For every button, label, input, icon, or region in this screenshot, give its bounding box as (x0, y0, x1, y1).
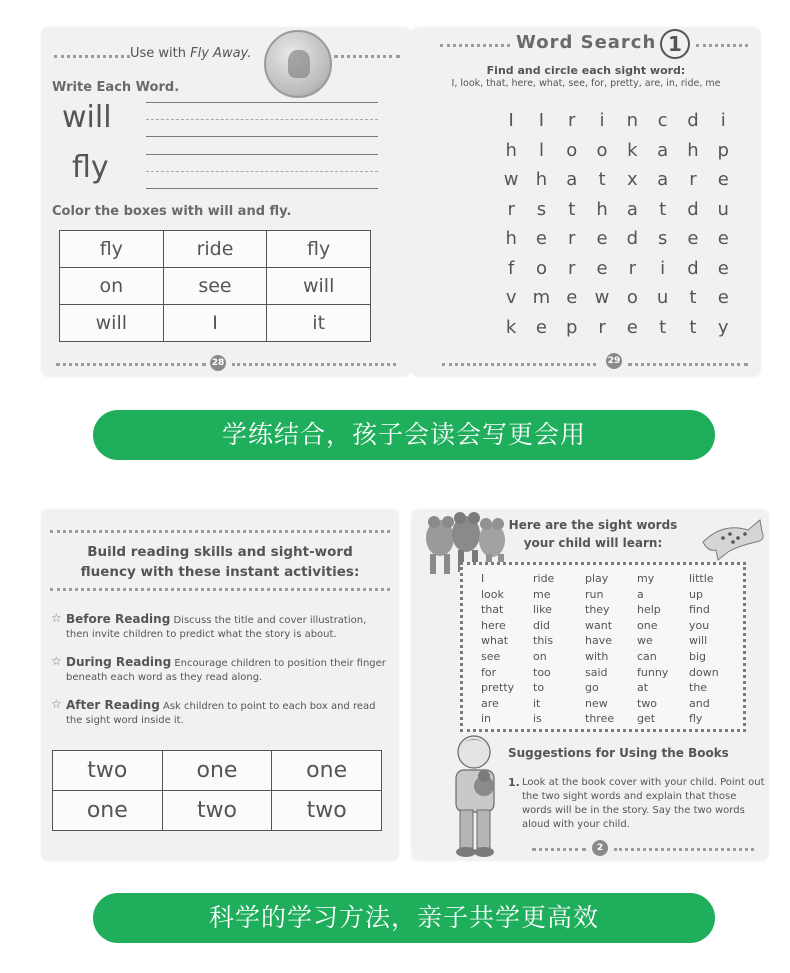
letter-cell[interactable]: i (720, 110, 726, 131)
tip-title: After Reading (66, 698, 160, 712)
sight-word: play (585, 572, 609, 585)
sight-word: want (585, 618, 613, 632)
dotted-rule (614, 848, 754, 851)
letter-cell[interactable]: r (598, 316, 606, 338)
sight-word: can (637, 649, 657, 663)
sight-word: three (585, 712, 615, 726)
letter-cell[interactable]: y (717, 316, 729, 338)
heading-line: your child will learn: (523, 536, 663, 550)
letter-cell[interactable]: h (535, 169, 548, 190)
word-search-row (496, 224, 738, 254)
writing-line (146, 136, 378, 137)
grid-cell[interactable]: two (162, 791, 272, 831)
grid-cell[interactable]: fly (60, 231, 164, 268)
use-with-label: Use with Fly Away. (130, 46, 252, 61)
sight-word: here (481, 618, 506, 632)
dotted-rule (50, 588, 390, 591)
writing-line (146, 102, 378, 103)
sight-word: big (689, 649, 707, 663)
sight-word: two (637, 696, 658, 710)
letter-cell[interactable]: o (596, 139, 608, 161)
tip-before-reading (51, 611, 386, 642)
letter-cell[interactable]: o (535, 257, 547, 279)
tip-title: Before Reading (66, 612, 171, 626)
letter-cell[interactable]: p (717, 139, 729, 161)
letter-cell[interactable]: o (626, 287, 638, 308)
tip-title: During Reading (66, 655, 172, 669)
letter-cell[interactable]: c (657, 110, 668, 131)
word-color-grid (59, 230, 371, 342)
letter-cell[interactable]: d (626, 228, 639, 249)
workbook-page-29 (412, 28, 760, 376)
sight-word: with (585, 649, 609, 663)
grid-cell[interactable]: one (53, 791, 163, 831)
feature-banner: 学练结合，孩子会读会写更会用 (93, 410, 715, 460)
sight-word: get (637, 712, 656, 726)
word-search-instruction: Find and circle each sight word: (486, 64, 686, 77)
writing-line (146, 154, 378, 155)
sight-word: help (637, 603, 661, 617)
dotted-rule (440, 44, 510, 47)
sight-word-column (637, 571, 668, 727)
star-icon: ☆ (51, 654, 62, 668)
word-search-row (496, 283, 738, 313)
word-search-title: Word Search (516, 32, 657, 53)
letter-cell[interactable]: w (594, 287, 610, 308)
page-number-badge: 28 (210, 355, 226, 371)
letter-cell[interactable]: a (566, 169, 578, 190)
grid-cell[interactable]: two (53, 751, 163, 791)
globe-illustration (264, 30, 332, 98)
write-each-word-heading: Write Each Word. (52, 80, 180, 95)
sight-word: it (533, 696, 541, 710)
grid-cell[interactable]: ride (163, 231, 267, 268)
letter-cell[interactable]: k (505, 316, 517, 338)
sight-word: run (585, 587, 604, 601)
grid-cell[interactable]: will (60, 305, 164, 342)
letter-cell[interactable]: u (656, 287, 669, 308)
sight-word: are (481, 696, 499, 710)
grid-cell[interactable]: two (272, 791, 382, 831)
tip-text: Ask children to point to each box and read the sight word inside it. (66, 701, 376, 726)
letter-cell[interactable]: e (717, 169, 729, 190)
sight-word: one (637, 618, 658, 632)
word-search-row (496, 313, 738, 343)
dotted-rule (50, 530, 390, 533)
sight-word: we (637, 634, 653, 648)
letter-cell[interactable]: n (626, 110, 639, 131)
sight-word: funny (637, 665, 669, 679)
suggestions-heading: Suggestions for Using the Books (508, 746, 729, 760)
sight-word: they (585, 603, 610, 617)
letter-cell[interactable]: t (659, 198, 667, 220)
sight-word: a (637, 587, 644, 601)
letter-cell[interactable]: i (599, 110, 605, 131)
letter-cell[interactable]: v (505, 287, 517, 308)
tip-text: Discuss the title and cover illustration, then invite children to predict what the story is about. (66, 615, 367, 640)
sight-word: said (585, 665, 608, 679)
sight-word-list-box (460, 562, 746, 732)
letter-cell[interactable]: I (538, 110, 545, 131)
letter-cell[interactable]: e (596, 257, 608, 279)
letter-cell[interactable]: r (628, 257, 637, 279)
letter-cell[interactable]: l (538, 139, 544, 161)
writing-midline (146, 119, 378, 120)
sight-word-column (689, 571, 719, 727)
letter-cell[interactable]: t (689, 316, 697, 338)
sight-word: down (689, 665, 719, 679)
letter-cell[interactable]: a (626, 198, 638, 220)
letter-cell[interactable]: t (598, 169, 606, 190)
sight-word: find (689, 603, 710, 617)
letter-cell[interactable]: e (535, 316, 547, 338)
letter-cell[interactable]: h (596, 198, 608, 220)
sight-word: see (481, 649, 501, 663)
color-boxes-heading: Color the boxes with will and fly. (52, 204, 292, 219)
letter-cell[interactable]: s (657, 228, 668, 249)
letter-cell[interactable]: r (568, 257, 576, 279)
heading-line: Build reading skills and sight-word (87, 544, 353, 560)
sight-word: that (481, 603, 504, 617)
sight-word: little (689, 572, 714, 585)
sight-word-grid (52, 750, 382, 831)
grid-cell[interactable]: it (267, 305, 371, 342)
grid-cell[interactable]: on (60, 268, 164, 305)
sight-word: what (481, 634, 509, 648)
letter-cell[interactable]: d (687, 198, 699, 220)
sight-word: I (481, 572, 485, 585)
dotted-rule (696, 44, 748, 47)
letter-cell[interactable]: h (505, 228, 517, 249)
sight-word: too (533, 665, 551, 679)
sight-word: my (637, 572, 655, 585)
letter-cell[interactable]: t (568, 198, 576, 220)
sight-word: will (689, 634, 708, 648)
letter-cell[interactable]: s (536, 198, 547, 220)
dotted-rule (442, 363, 596, 366)
letter-cell[interactable]: e (626, 316, 638, 338)
sight-word: new (585, 696, 608, 710)
word-search-word-list: I, look, that, here, what, see, for, pretty, are, in, ride, me (451, 78, 721, 89)
letter-cell[interactable]: w (503, 169, 519, 190)
sight-word: for (481, 665, 497, 679)
sight-word: is (533, 712, 542, 726)
letter-cell[interactable]: e (717, 228, 729, 249)
page-number-badge: 29 (606, 353, 622, 369)
letter-cell[interactable]: e (596, 228, 608, 249)
tip-after-reading (51, 697, 386, 728)
grid-cell[interactable]: I (163, 305, 267, 342)
sight-word-column (533, 571, 554, 727)
letter-cell[interactable]: p (566, 316, 578, 338)
sight-word: on (533, 649, 547, 663)
sight-word: did (533, 618, 551, 632)
word-search-grid (496, 106, 738, 342)
dotted-rule (334, 55, 400, 58)
letter-cell[interactable]: a (657, 169, 669, 190)
grid-cell[interactable]: see (163, 268, 267, 305)
letter-cell[interactable]: I (508, 110, 514, 131)
letter-cell[interactable]: e (535, 228, 547, 249)
word-search-number: 1 (660, 29, 690, 59)
sight-words-heading (488, 516, 698, 552)
writing-midline (146, 171, 378, 172)
letter-cell[interactable]: e (566, 287, 578, 308)
grid-cell[interactable]: will (267, 268, 371, 305)
boy-with-teddy-illustration (440, 730, 510, 858)
page-number-badge: 2 (592, 840, 608, 856)
letter-cell[interactable]: m (532, 287, 551, 308)
sight-word: you (689, 618, 710, 632)
letter-cell[interactable]: r (507, 198, 515, 220)
letter-cell[interactable]: k (627, 139, 638, 161)
feature-banner: 科学的学习方法，亲子共学更高效 (93, 893, 715, 943)
sight-word: in (481, 712, 492, 726)
word-search-row (496, 136, 738, 166)
sight-word: fly (689, 712, 703, 726)
word-search-row (496, 165, 738, 195)
letter-cell[interactable]: r (689, 169, 697, 190)
sight-word-column (481, 571, 514, 727)
letter-cell[interactable]: d (687, 257, 699, 279)
sight-word: at (637, 681, 649, 695)
leopard-illustration (698, 512, 768, 562)
sight-word: the (689, 681, 708, 695)
dotted-rule (54, 55, 130, 58)
letter-cell[interactable]: a (657, 139, 669, 161)
sight-word: ride (533, 572, 555, 585)
workbook-page-28 (42, 28, 410, 376)
sight-word: me (533, 587, 551, 601)
letter-cell[interactable]: x (627, 169, 638, 190)
letter-cell[interactable]: e (687, 228, 699, 249)
tip-during-reading (51, 654, 386, 685)
word-search-row (496, 195, 738, 225)
dotted-rule (56, 363, 206, 366)
sight-word: and (689, 696, 710, 710)
word-search-row (496, 106, 738, 136)
dotted-rule (628, 363, 748, 366)
trace-word-fly: fly (72, 150, 109, 185)
heading-line: Here are the sight words (508, 518, 678, 532)
instructions-heading (42, 542, 398, 582)
dotted-rule (232, 363, 396, 366)
trace-word-will: will (62, 100, 112, 135)
letter-cell[interactable]: r (568, 228, 576, 249)
letter-cell[interactable]: o (566, 139, 578, 161)
star-icon: ☆ (51, 697, 62, 711)
grid-cell[interactable]: one (272, 751, 382, 791)
word-search-row (496, 254, 738, 284)
instructions-page (42, 510, 398, 860)
letter-cell[interactable]: u (717, 198, 729, 220)
sight-word: go (585, 681, 599, 695)
sight-word: like (533, 603, 552, 617)
letter-cell[interactable]: h (687, 139, 699, 161)
letter-cell[interactable]: r (568, 110, 576, 131)
sight-word: have (585, 634, 612, 648)
sight-word: this (533, 634, 554, 648)
letter-cell[interactable]: i (660, 257, 666, 279)
letter-cell[interactable]: t (659, 316, 667, 338)
letter-cell[interactable]: t (689, 287, 697, 308)
star-icon: ☆ (51, 611, 62, 625)
letter-cell[interactable]: d (687, 110, 699, 131)
grid-cell[interactable]: fly (267, 231, 371, 268)
letter-cell[interactable]: e (717, 257, 729, 279)
dotted-rule (532, 848, 586, 851)
letter-cell[interactable]: h (505, 139, 517, 161)
sight-word: pretty (481, 681, 515, 695)
suggestion-number: 1. (508, 776, 520, 789)
letter-cell[interactable]: e (717, 287, 729, 308)
suggestion-text: Look at the book cover with your child. Point out the two sight words and explain that those words will be in the story. Say the two words aloud with your child. (522, 777, 765, 830)
tip-text: Encourage children to position their finger beneath each word as they read along. (66, 658, 386, 683)
sight-words-page (412, 510, 768, 860)
sight-word: look (481, 587, 504, 601)
sight-word-column (585, 571, 614, 727)
sight-word: up (689, 587, 703, 601)
heading-line: fluency with these instant activities: (80, 564, 360, 580)
letter-cell[interactable]: f (507, 257, 515, 279)
grid-cell[interactable]: one (162, 751, 272, 791)
sight-word: to (533, 681, 545, 695)
writing-line (146, 188, 378, 189)
